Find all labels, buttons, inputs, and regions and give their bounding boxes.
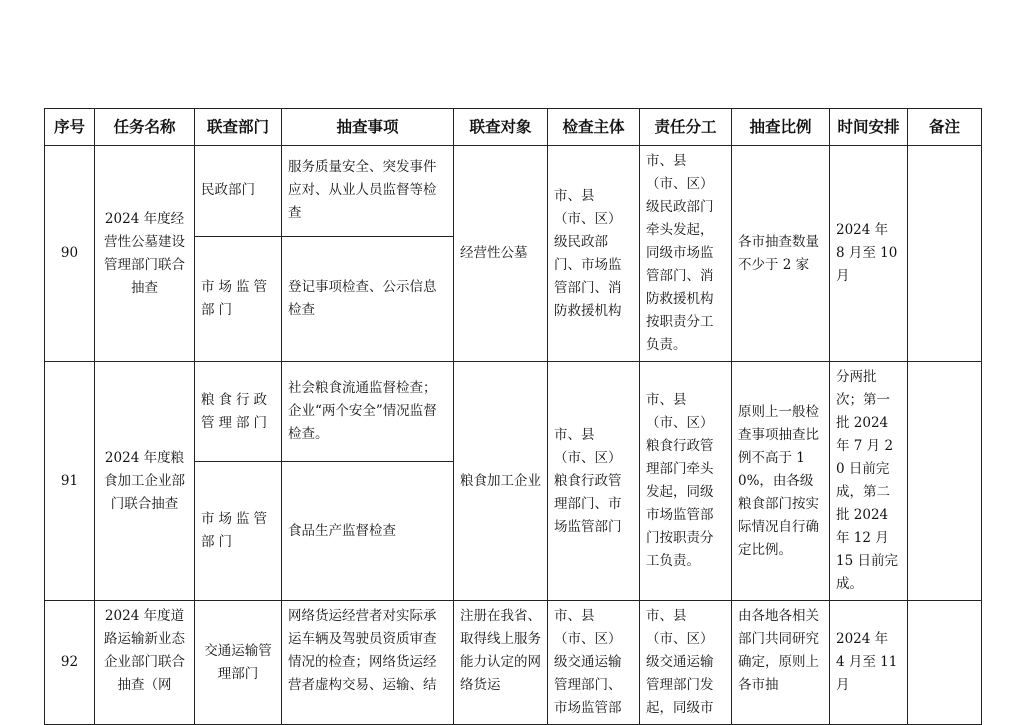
schedule: 2024 年 4 月至 11 月: [830, 601, 908, 725]
task-name: 2024 年度道路运输新业态企业部门联合抽查（网: [95, 601, 195, 725]
header-cell: 时间安排: [830, 109, 908, 146]
inspection-target: 经营性公墓: [454, 146, 548, 362]
row-number: 91: [45, 362, 95, 601]
header-cell: 抽查比例: [732, 109, 830, 146]
header-cell: 序号: [45, 109, 95, 146]
sampling-ratio: 原则上一般检查事项抽查比例不高于 10%，由各级粮食部门按实际情况自行确定比例。: [732, 362, 830, 601]
table-row: [45, 362, 982, 462]
joint-dept: 粮食行政管理部门: [195, 362, 282, 462]
inspection-target: 粮食加工企业: [454, 362, 548, 601]
inspection-subject: 市、县（市、区）级交通运输管理部门、市场监管部: [548, 601, 640, 725]
responsibility: 市、县（市、区）级民政部门牵头发起，同级市场监管部门、消防救援机构按职责分工负责。: [640, 146, 732, 362]
joint-dept: 民政部门: [195, 146, 282, 237]
inspection-subject: 市、县（市、区）级民政部门、市场监管部门、消防救援机构: [548, 146, 640, 362]
table-row: [45, 601, 982, 725]
header-cell: 联查部门: [195, 109, 282, 146]
header-cell: 任务名称: [95, 109, 195, 146]
task-name: 2024 年度粮食加工企业部门联合抽查: [95, 362, 195, 601]
table-row: [45, 146, 982, 237]
remarks: [908, 601, 982, 725]
header-cell: 责任分工: [640, 109, 732, 146]
inspection-items: 社会粮食流通监督检查；企业“两个安全”情况监督检查。: [282, 362, 454, 462]
header-cell: 抽查事项: [282, 109, 454, 146]
inspection-target: 注册在我省、取得线上服务能力认定的网络货运: [454, 601, 548, 725]
joint-dept: 市场监管部门: [195, 236, 282, 361]
joint-inspection-table: [44, 108, 982, 725]
header-cell: 联查对象: [454, 109, 548, 146]
header-cell: 检查主体: [548, 109, 640, 146]
table-header-row: [45, 109, 982, 146]
row-number: 92: [45, 601, 95, 725]
sampling-ratio: 由各地各相关部门共同研究确定，原则上各市抽: [732, 601, 830, 725]
remarks: [908, 362, 982, 601]
responsibility: 市、县（市、区）粮食行政管理部门牵头发起，同级市场监管部门按职责分工负责。: [640, 362, 732, 601]
inspection-items: 服务质量安全、突发事件应对、从业人员监督等检查: [282, 146, 454, 237]
schedule: 2024 年 8 月至 10 月: [830, 146, 908, 362]
schedule: 分两批次；第一批 2024 年 7 月 20 日前完成，第二批 2024 年 12 月 15 日前完成。: [830, 362, 908, 601]
inspection-subject: 市、县（市、区）粮食行政管理部门、市场监管部门: [548, 362, 640, 601]
inspection-items: 食品生产监督检查: [282, 462, 454, 601]
joint-dept: 市场监管部门: [195, 462, 282, 601]
header-cell: 备注: [908, 109, 982, 146]
inspection-items: 网络货运经营者对实际承运车辆及驾驶员资质审查情况的检查；网络货运经营者虚构交易、运输、结: [282, 601, 454, 725]
remarks: [908, 146, 982, 362]
document-page: [44, 108, 981, 716]
task-name: 2024 年度经营性公墓建设管理部门联合抽查: [95, 146, 195, 362]
sampling-ratio: 各市抽查数量不少于 2 家: [732, 146, 830, 362]
responsibility: 市、县（市、区）级交通运输管理部门发起，同级市: [640, 601, 732, 725]
joint-dept: 交通运输管理部门: [195, 601, 282, 725]
inspection-items: 登记事项检查、公示信息检查: [282, 236, 454, 361]
row-number: 90: [45, 146, 95, 362]
